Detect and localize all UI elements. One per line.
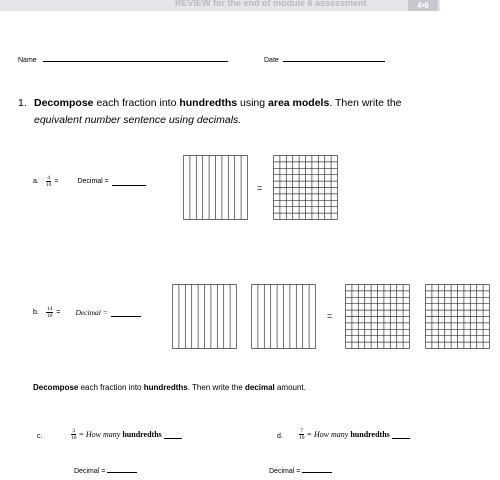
decimal-label: Decimal =	[74, 468, 106, 475]
decimal-label: Decimal =	[269, 468, 301, 475]
part-b-fraction	[46, 306, 54, 319]
name-line[interactable]	[43, 54, 228, 62]
part-c-decimal	[74, 465, 137, 475]
denominator: 10	[46, 313, 53, 319]
numerator: 3	[72, 428, 76, 434]
decimal-answer-line[interactable]	[111, 309, 141, 317]
q2-bold-decimal: decimal	[244, 383, 275, 392]
tenths-model-b1	[172, 284, 237, 349]
part-b-label: b.	[33, 309, 39, 316]
hundredths-model-a	[273, 155, 338, 220]
part-d-fraction	[299, 428, 305, 441]
question-1	[18, 95, 402, 129]
q1-line2: equivalent number sentence using decimals.	[34, 114, 242, 126]
decimal-answer-line[interactable]	[112, 178, 146, 186]
denominator: 10	[45, 182, 52, 188]
model-equals: =	[327, 311, 333, 321]
decimal-label: Decimal =	[77, 178, 109, 185]
part-c-label: c.	[37, 433, 43, 440]
numerator: 14	[46, 306, 53, 312]
equals-sign: =	[56, 309, 61, 316]
hundredths-model-b1	[345, 284, 410, 349]
q2-text: each fraction into	[78, 383, 144, 392]
header-title: REVIEW for the end of module 6 assessment	[175, 0, 367, 8]
hundredths-model-b2	[425, 284, 490, 349]
numerator: 4	[47, 175, 50, 181]
equals-sign: =	[54, 178, 59, 185]
q1-bold-area-models: area models	[268, 97, 330, 109]
q1-verb: Decompose	[34, 97, 94, 109]
lesson-badge: 4•6	[408, 0, 438, 11]
q1-bold-hundredths: hundredths	[179, 97, 238, 109]
q2-text: amount.	[274, 383, 306, 392]
tenths-model-a	[183, 155, 248, 220]
q1-text: each fraction into	[93, 97, 180, 109]
part-c-row	[71, 428, 182, 441]
prompt-text: = How many	[78, 430, 121, 439]
q2-verb: Decompose	[33, 383, 79, 392]
date-line[interactable]	[283, 54, 385, 62]
denominator: 10	[71, 435, 77, 441]
part-a-fraction	[46, 175, 52, 188]
numerator: 7	[300, 428, 304, 434]
q2-text: . Then write the	[187, 383, 245, 392]
q2-bold-hundredths: hundredths	[143, 383, 188, 392]
q1-text: . Then write the	[329, 97, 402, 109]
prompt-bold: hundredths	[350, 430, 390, 439]
decimal-answer-line[interactable]	[107, 465, 137, 473]
decimal-answer-line[interactable]	[302, 465, 332, 473]
part-d-label: d.	[277, 433, 283, 440]
date-field[interactable]	[264, 54, 385, 64]
prompt-text: = How many	[306, 430, 349, 439]
part-c-fraction	[71, 428, 77, 441]
q1-text: using	[237, 97, 269, 109]
part-d-row	[299, 428, 410, 441]
tenths-model-b2	[251, 284, 316, 349]
name-field[interactable]	[18, 54, 228, 64]
question-number: 1.	[18, 97, 27, 109]
decimal-label: Decimal =	[75, 308, 108, 317]
part-a-label: a.	[33, 178, 39, 185]
denominator: 10	[299, 435, 305, 441]
name-label: Name	[18, 57, 37, 64]
hundredths-answer-line[interactable]	[164, 431, 182, 439]
part-d-decimal	[269, 465, 332, 475]
hundredths-answer-line[interactable]	[392, 431, 410, 439]
model-equals: =	[257, 183, 263, 193]
part-b-row	[33, 306, 141, 319]
question-2	[33, 383, 306, 392]
prompt-bold: hundredths	[122, 430, 162, 439]
date-label: Date	[264, 57, 279, 64]
part-a-row	[33, 175, 146, 188]
